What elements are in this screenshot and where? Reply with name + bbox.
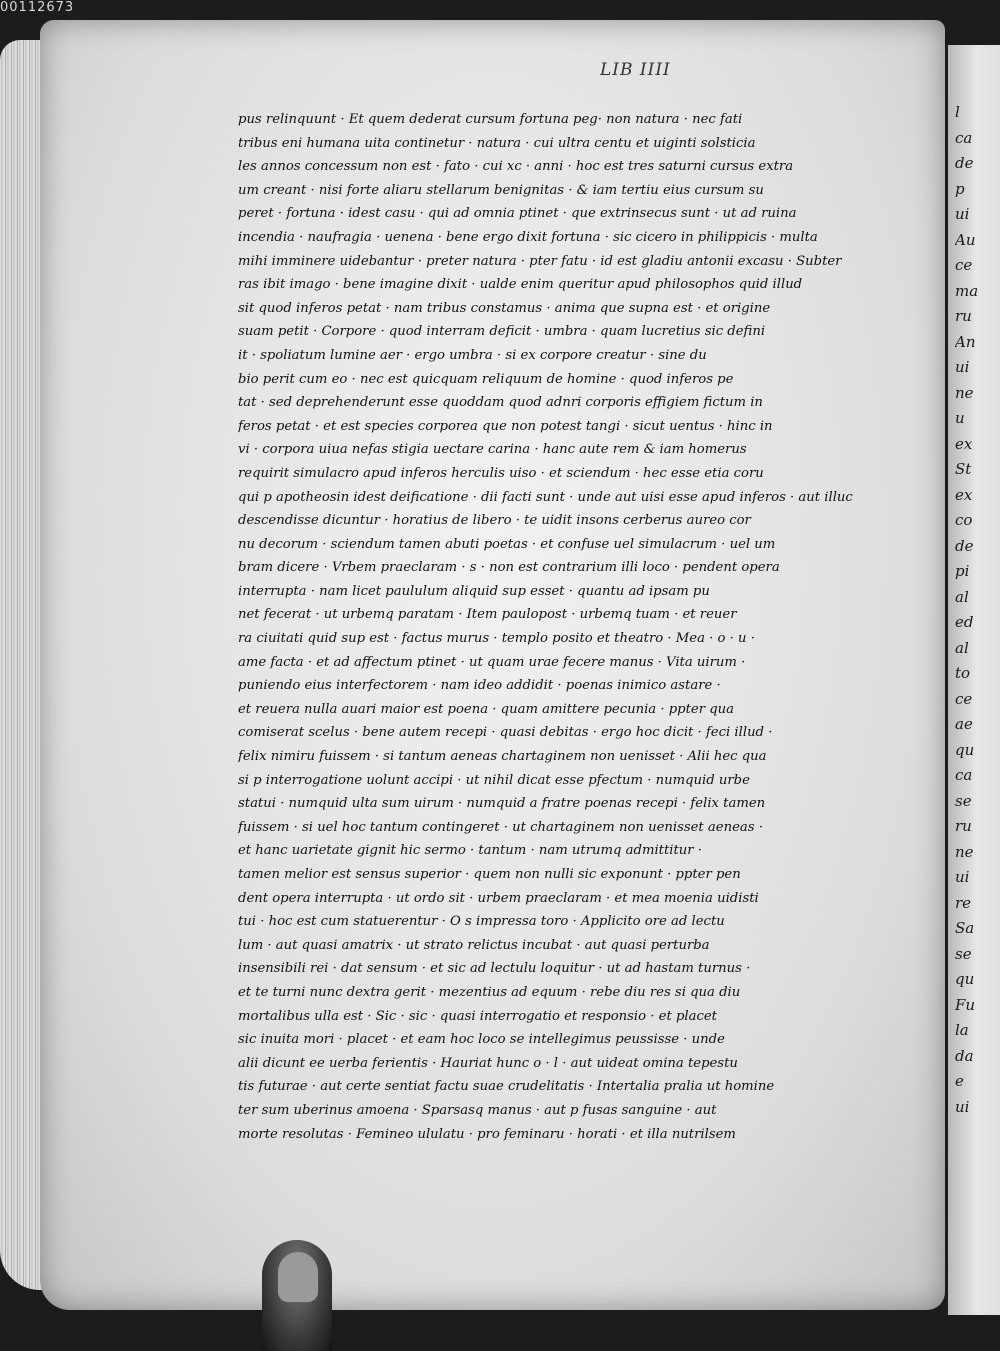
facing-page-line: ui [955, 358, 970, 376]
facing-page-line: la [955, 1021, 969, 1039]
facing-page-line: ne [955, 842, 974, 861]
text-line: lum · aut quasi amatrix · ut strato relictus incubat · aut quasi perturba [238, 937, 710, 953]
facing-page-line: St [955, 460, 972, 478]
text-line: les annos concessum non est · fato · cui xc · anni · hoc est tres saturni cursus extra [238, 159, 794, 175]
text-line: um creant · nisi forte aliaru stellarum benignitas · & iam tertiu eius cursum su [238, 182, 764, 198]
text-line: insensibili rei · dat sensum · et sic ad lectulu loquitur · ut ad hastam turnus · [238, 961, 751, 977]
text-line: feros petat · et est species corporea que non potest tangi · sicut uentus · hinc in [238, 418, 773, 434]
facing-page-line: p [955, 179, 965, 198]
text-line: bram dicere · Vrbem praeclaram · s · non est contrarium illi loco · pendent opera [238, 560, 780, 576]
text-line: sit quod inferos petat · nam tribus constamus · anima que supna est · et origine [238, 300, 771, 316]
facing-page-line: ui [955, 1097, 970, 1116]
facing-page-line: ui [955, 205, 970, 223]
text-line: tat · sed deprehenderunt esse quoddam quod adnri corporis effigiem fictum in [238, 395, 763, 411]
facing-page-line: ed [955, 613, 974, 631]
facing-page-line: pi [955, 562, 970, 580]
text-line: vi · corpora uiua nefas stigia uectare carina · hanc aute rem & iam homerus [238, 442, 747, 458]
manuscript-text [238, 108, 938, 1146]
text-line: si p interrogatione uolunt accipi · ut nihil dicat esse pfectum · numquid urbe [238, 772, 750, 788]
running-head: LIB IIII [600, 60, 671, 80]
facing-page-line: al [955, 587, 969, 606]
text-line: pus relinquunt · Et quem dederat cursum fortuna peg· non natura · nec fati [238, 112, 743, 127]
facing-page-line: ui [955, 868, 970, 886]
text-line: ras ibit imago · bene imagine dixit · ualde enim queritur apud philosophos quid illud [238, 277, 803, 293]
archive-id: 00112673 [0, 0, 75, 15]
text-line: nu decorum · sciendum tamen abuti poetas · et confuse uel simulacrum · uel um [238, 536, 776, 552]
text-line: tui · hoc est cum statuerentur · O s impressa toro · Applicito ore ad lectu [238, 914, 725, 930]
facing-page-line: da [955, 1046, 974, 1065]
facing-page-line: de [955, 536, 974, 555]
text-line: fuissem · si uel hoc tantum contingeret · ut chartaginem non uenisset aeneas · [238, 819, 763, 835]
facing-page-line: re [955, 893, 972, 912]
facing-page-line: ex [955, 434, 973, 453]
facing-page-line: Sa [955, 919, 975, 937]
text-line: bio perit cum eo · nec est quicquam reliquum de homine · quod inferos pe [238, 371, 734, 387]
text-line: et te turni nunc dextra gerit · mezentius ad equum · rebe diu res si qua diu [238, 984, 741, 1000]
text-line: comiserat scelus · bene autem recepi · quasi debitas · ergo hoc dicit · feci illud · [238, 725, 773, 741]
facing-page-line: ca [955, 128, 973, 147]
text-line: net fecerat · ut urbemq paratam · Item paulopost · urbemq tuam · et reuer [238, 607, 737, 623]
text-line: peret · fortuna · idest casu · qui ad omnia ptinet · que extrinsecus sunt · ut ad ruina [238, 206, 797, 222]
text-line: et reuera nulla auari maior est poena · quam amittere pecunia · ppter qua [238, 701, 735, 717]
text-line: puniendo eius interfectorem · nam ideo addidit · poenas inimico astare · [238, 678, 721, 694]
text-line: tamen melior est sensus superior · quem non nulli sic exponunt · ppter pen [238, 867, 741, 882]
facing-page-text [955, 100, 1000, 1120]
text-line: et hanc uarietate gignit hic sermo · tantum · nam utrumq admittitur · [238, 843, 702, 859]
text-line: it · spoliatum lumine aer · ergo umbra · si ex corpore creatur · sine du [238, 347, 707, 363]
facing-page-line: al [955, 638, 969, 657]
facing-page-line: ru [955, 307, 972, 325]
text-line: qui p apotheosin idest deificatione · dii facti sunt · unde aut uisi esse apud inferos · aut illuc [238, 489, 853, 505]
facing-page-line: ae [955, 715, 973, 733]
text-line: felix nimiru fuissem · si tantum aeneas chartaginem non uenisset · Alii hec qua [238, 749, 767, 765]
facing-page-line: de [955, 154, 974, 172]
thumbnail [278, 1252, 318, 1302]
facing-page-line: l [955, 103, 960, 121]
text-line: tis futurae · aut certe sentiat factu suae crudelitatis · Intertalia pralia ut homine [238, 1079, 775, 1095]
text-line: statui · numquid ulta sum uirum · numquid a fratre poenas recepi · felix tamen [238, 796, 766, 812]
facing-page-line: u [955, 409, 965, 427]
text-line: descendisse dicuntur · horatius de libero · te uidit insons cerberus aureo cor [238, 513, 751, 529]
text-line: tribus eni humana uita continetur · natura · cui ultra centu et uiginti solsticia [238, 135, 756, 151]
facing-page-line: ru [955, 817, 972, 835]
text-line: sic inuita mori · placet · et eam hoc loco se intellegimus peussisse · unde [238, 1032, 725, 1048]
text-line: mihi imminere uidebantur · preter natura · pter fatu · id est gladiu antonii excasu · Subter [238, 253, 842, 269]
text-line: mortalibus ulla est · Sic · sic · quasi interrogatio et responsio · et placet [238, 1008, 717, 1024]
facing-page-line: co [955, 511, 973, 529]
facing-page-line: qu [955, 970, 975, 988]
text-line: alii dicunt ee uerba ferientis · Hauriat hunc o · l · aut uideat omina tepestu [238, 1055, 738, 1071]
text-line: suam petit · Corpore · quod interram deficit · umbra · quam lucretius sic defini [238, 324, 766, 340]
facing-page-line: ce [955, 689, 973, 708]
facing-page-line: ex [955, 485, 973, 504]
facing-page-line: ca [955, 766, 973, 784]
facing-page-line: ne [955, 383, 974, 402]
text-line: incendia · naufragia · uenena · bene ergo dixit fortuna · sic cicero in philippicis · multa [238, 229, 818, 245]
facing-page-line: qu [955, 740, 975, 759]
facing-page-line: se [955, 791, 972, 810]
facing-page-line: Au [955, 230, 976, 249]
facing-page-line: to [955, 664, 971, 682]
text-line: ra ciuitati quid sup est · factus murus · templo posito et theatro · Mea · o · u · [238, 631, 755, 647]
text-line: dent opera interrupta · ut ordo sit · urbem praeclaram · et mea moenia uidisti [238, 890, 759, 906]
text-line: morte resolutas · Femineo ululatu · pro feminaru · horati · et illa nutrilsem [238, 1126, 736, 1142]
text-line: requirit simulacro apud inferos herculis uiso · et sciendum · hec esse etia coru [238, 465, 764, 481]
facing-page-line: An [955, 332, 976, 351]
text-line: ame facta · et ad affectum ptinet · ut quam urae fecere manus · Vita uirum · [238, 654, 746, 670]
text-line: ter sum uberinus amoena · Sparsasq manus · aut p fusas sanguine · aut [238, 1102, 717, 1118]
facing-page-line: ma [955, 281, 979, 300]
facing-page-line: Fu [955, 995, 976, 1014]
facing-page-line: ce [955, 256, 973, 274]
facing-page-line: e [955, 1072, 964, 1090]
text-line: interrupta · nam licet paululum aliquid sup esset · quantu ad ipsam pu [238, 583, 710, 599]
facing-page-line: se [955, 944, 972, 963]
